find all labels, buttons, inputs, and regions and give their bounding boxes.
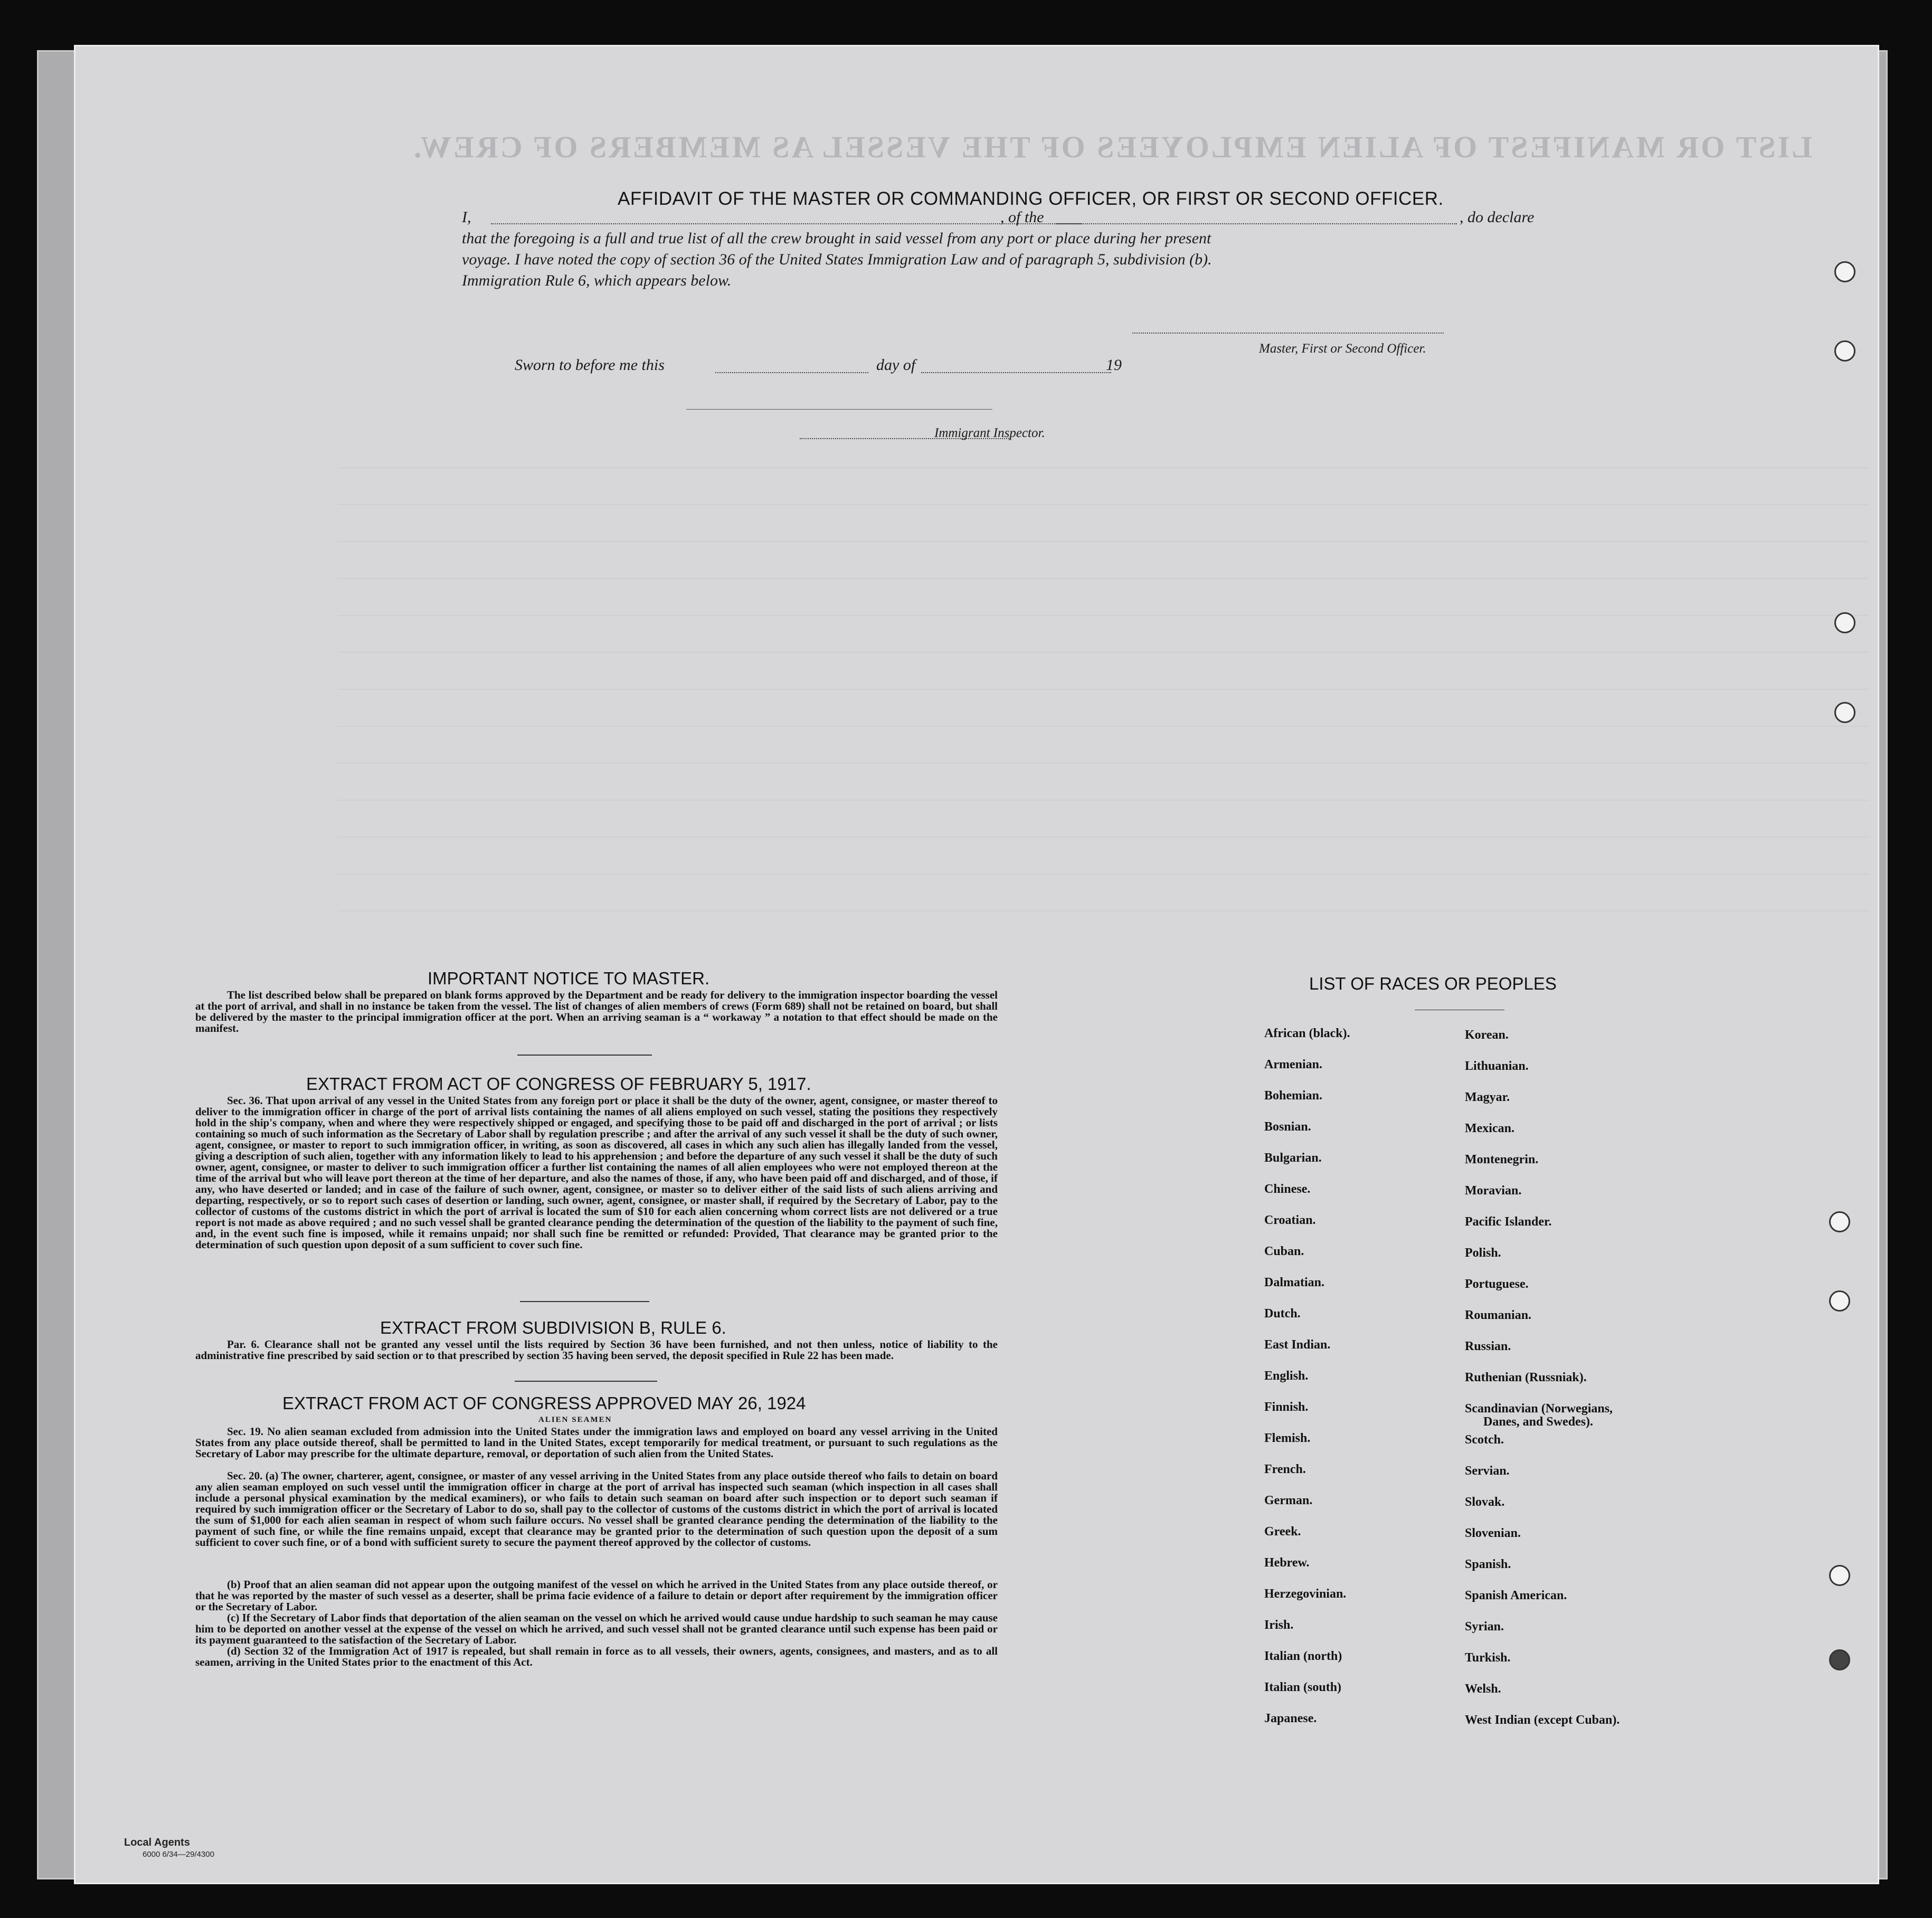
master-signature-line [1132, 333, 1444, 334]
affidavit-line1-declare: , do declare [1460, 208, 1535, 226]
extract-1924-title: EXTRACT FROM ACT OF CONGRESS APPROVED MAY 26, 1924 [282, 1393, 806, 1413]
race-item: Pacific Islander. [1465, 1215, 1552, 1229]
affidavit-line4: Immigration Rule 6, which appears below. [462, 272, 732, 289]
punch-hole [1834, 340, 1855, 362]
race-item: Mexican. [1465, 1122, 1514, 1135]
notice-body: The list described below shall be prepared on blank forms approved by the Department and be ready for delivery to the immigration inspector boarding the vessel at the port of arrival, and shall in no instance be taken from the vessel. The list of changes of alien members of crews (Form 689) shall not be retained on board, but shall be delivered by the master to the principal immigration officer at the port. When an arriving seaman is a “ workaway ” a notation to that effect should be made on the manifest. [195, 989, 998, 1034]
race-item: Italian (north) [1264, 1649, 1342, 1663]
race-item: Magyar. [1465, 1090, 1510, 1104]
footer-local-agents: Local Agents [124, 1837, 190, 1848]
race-item: Scandinavian (Norwegians, [1465, 1402, 1613, 1416]
race-item: Ruthenian (Russniak). [1465, 1371, 1587, 1384]
extract-1924-sec20b: (b) Proof that an alien seaman did not appear upon the outgoing manifest of the vessel on which he arrived in the United States from any place outside thereof, or that he was reported by the master of such vessel as a deserter, shall be prima facie evidence of a failure to detain or deport after requirement by the immigration officer or the Secretary of Labor. [195, 1578, 998, 1613]
race-item: Spanish. [1465, 1558, 1511, 1571]
race-item: Korean. [1465, 1028, 1509, 1042]
notice-title: IMPORTANT NOTICE TO MASTER. [428, 969, 710, 988]
race-item: Bosnian. [1264, 1120, 1311, 1134]
race-item: Montenegrin. [1465, 1153, 1539, 1166]
race-item: Herzegovinian. [1264, 1587, 1347, 1601]
race-item: Cuban. [1264, 1245, 1304, 1258]
extract-1924-subtitle: ALIEN SEAMEN [538, 1416, 612, 1424]
race-item: English. [1264, 1369, 1309, 1383]
race-item: Roumanian. [1465, 1308, 1532, 1322]
race-item: Welsh. [1465, 1682, 1501, 1696]
race-item: Greek. [1264, 1525, 1301, 1539]
race-item: Japanese. [1264, 1712, 1317, 1725]
divider [515, 1381, 657, 1382]
race-item: Flemish. [1264, 1431, 1311, 1445]
race-item: Italian (south) [1264, 1680, 1342, 1694]
race-item: Dalmatian. [1264, 1276, 1324, 1289]
race-item: Bulgarian. [1264, 1151, 1322, 1165]
race-item: Russian. [1465, 1340, 1511, 1353]
affidavit-line1-of-the: , of the [1000, 208, 1044, 226]
extract-rule6-body: Par. 6. Clearance shall not be granted any vessel until the lists required by Section 36 have been furnished, and not then unless, notice of liability to the administrative fine prescribed by said section or to that prescribed by section 35 having been served, the deposit specified in Rule 22 has been made. [195, 1338, 998, 1362]
race-item: Polish. [1465, 1246, 1501, 1260]
footer-form-code: 6000 6/34—29/4300 [143, 1850, 214, 1859]
race-item: French. [1264, 1463, 1306, 1476]
race-item: Moravian. [1465, 1184, 1522, 1198]
vessel-blank [1056, 223, 1457, 224]
sworn-month-blank [921, 372, 1111, 373]
extract-rule6-title: EXTRACT FROM SUBDIVISION B, RULE 6. [380, 1318, 726, 1337]
bleed-through-heading: LIST OR MANIFEST OF ALIEN EMPLOYEES OF THE VESSEL AS MEMBERS OF CREW. [412, 130, 1813, 164]
punch-hole [1829, 1211, 1850, 1232]
race-item: Croatian. [1264, 1213, 1316, 1227]
race-item: Finnish. [1264, 1400, 1309, 1414]
race-item: Slovenian. [1465, 1526, 1521, 1540]
punch-hole [1829, 1290, 1850, 1312]
affidavit-line3: voyage. I have noted the copy of section 36 of the United States Immigration Law and of paragraph 5, subdivision (b). [462, 251, 1212, 268]
race-item: Portuguese. [1465, 1277, 1529, 1291]
race-item: Lithuanian. [1465, 1059, 1529, 1073]
race-item: Irish. [1264, 1618, 1294, 1632]
divider [517, 1055, 652, 1056]
race-item: Danes, and Swedes). [1483, 1415, 1594, 1429]
inspector-signature-line [686, 409, 992, 410]
race-item: Syrian. [1465, 1620, 1504, 1634]
master-signature-label: Master, First or Second Officer. [1259, 341, 1426, 356]
extract-1917-title: EXTRACT FROM ACT OF CONGRESS OF FEBRUARY 5, 1917. [306, 1074, 811, 1094]
sworn-text: Sworn to before me this [515, 356, 665, 374]
sworn-day-blank [715, 372, 868, 373]
race-item: Servian. [1465, 1464, 1510, 1478]
race-item: Armenian. [1264, 1058, 1322, 1071]
extract-1924-sec20c: (c) If the Secretary of Labor finds that deportation of the alien seaman on the vessel on which he arrived would cause undue hardship to such seaman he may cause him to be deported on another vessel at the expense of the vessel on which he arrived, and such vessel shall not be granted clearance until such expense has been paid or its payment guaranteed to the satisfaction of the Secretary of Labor. [195, 1611, 998, 1646]
races-title: LIST OF RACES OR PEOPLES [1309, 974, 1557, 993]
punch-hole [1834, 702, 1855, 723]
name-blank [491, 223, 1082, 224]
inspector-label: Immigrant Inspector. [934, 426, 1045, 440]
sworn-day-of: day of [876, 356, 916, 374]
race-item: Chinese. [1264, 1182, 1311, 1196]
extract-1917-body: Sec. 36. That upon arrival of any vessel in the United States from any foreign port or place it shall be the duty of the owner, agent, consignee, or master thereof to deliver to the immigration officer in charge of the port of arrival lists containing the names of all aliens employed on such vessel, stating the positions they respectively hold in the ship's company, when and where they were respectively shipped or engaged, and specifying those to be paid off and discharged in the port of arrival ; or lists containing so much of such information as the Secretary of Labor shall by regulation prescribe ; and after the arrival of any such vessel it shall be the duty of such owner, agent, consignee, or master to report to such immigration officer, in writing, as soon as discovered, all cases in which any such alien has illegally landed from the vessel, giving a description of such alien, together with any information likely to lead to his apprehension ; and before the departure of any such vessel it shall be the duty of such owner, agent, consignee, or master to deliver to such immigration officer a further list containing the names of all alien employees who were not employed thereon at the time of the arrival but who will leave port thereon at the time of her departure, and also the names of those, if any, who have been paid off and discharged, and of those, if any, who have deserted or landed; and in case of the failure of such owner, agent, consignee, or master so to deliver either of the said lists of such aliens arriving and departing, respectively, or so to report such cases of desertion or landing, such owner, agent, consignee, or master shall, if required by the Secretary of Labor, pay to the collector of customs of the customs district in which the port of arrival is located the sum of $10 for each alien concerning whom correct lists are not delivered or a true report is not made as above required ; and no such vessel shall be granted clearance pending the determination of the question of the liability to the payment of such fine, and, in the event such fine is imposed, while it remains unpaid; nor shall such fine be remitted or refunded: Provided, That clearance may be granted prior to the determination of such question upon deposit of a sum sufficient to cover such fine. [195, 1094, 998, 1251]
race-item: Spanish American. [1465, 1589, 1567, 1602]
race-item: German. [1264, 1494, 1313, 1507]
extract-1924-sec20a: Sec. 20. (a) The owner, charterer, agent, consignee, or master of any vessel arriving in the United States from any place outside thereof who fails to detain on board any alien seaman employed on such vessel until the immigration officer in charge at the port of arrival has inspected such seaman (which inspection in all cases shall include a personal physical examination by the medical examiners), or who fails to detain such seaman on board after such inspection or to deport such seaman if required by such immigration officer or the Secretary of Labor to do so, shall pay to the collector of customs of the customs district in which the port of arrival is located the sum of $1,000 for each alien seaman in respect of whom such failure occurs. No vessel shall be granted clearance pending the determination of the liability to the payment of such fine, or while the fine remains unpaid, except that clearance may be granted prior to the determination of such question upon the deposit of a sum sufficient to cover such fine, or of a bond with sufficient surety to secure the payment thereof approved by the collector of customs. [195, 1469, 998, 1549]
punch-hole [1834, 261, 1855, 282]
punch-hole [1834, 612, 1855, 633]
race-item: Scotch. [1465, 1433, 1504, 1447]
affidavit-title: AFFIDAVIT OF THE MASTER OR COMMANDING OFFICER, OR FIRST OR SECOND OFFICER. [618, 188, 1444, 209]
race-item: Slovak. [1465, 1495, 1505, 1509]
race-item: West Indian (except Cuban). [1465, 1713, 1620, 1727]
race-item: Turkish. [1465, 1651, 1511, 1665]
race-item: Hebrew. [1264, 1556, 1310, 1570]
affidavit-line2: that the foregoing is a full and true list of all the crew brought in said vessel from any port or place during her present [462, 230, 1211, 247]
punch-hole [1829, 1649, 1850, 1670]
race-item: Dutch. [1264, 1307, 1301, 1321]
extract-1924-sec20d: (d) Section 32 of the Immigration Act of 1917 is repealed, but shall remain in force as to all vessels, their owners, agents, consignees, and masters, and as to all seamen, arriving in the United States prior to the enactment of this Act. [195, 1645, 998, 1668]
divider [520, 1301, 649, 1302]
race-item: African (black). [1264, 1027, 1350, 1040]
sworn-year: 19 [1106, 356, 1122, 374]
bleed-through-rows [338, 467, 1869, 995]
form-page [74, 45, 1879, 1884]
extract-1924-sec19: Sec. 19. No alien seaman excluded from admission into the United States under the immigration laws and employed on board any vessel arriving in the United States from any place outside thereof, shall be permitted to land in the United States, except temporarily for medical treatment, or pursuant to such regulations as the Secretary of Labor may prescribe for the ultimate departure, removal, or deportation of such alien from the United States. [195, 1425, 998, 1460]
race-item: East Indian. [1264, 1338, 1331, 1352]
race-item: Bohemian. [1264, 1089, 1323, 1103]
affidavit-line1-i: I, [462, 208, 471, 226]
punch-hole [1829, 1565, 1850, 1586]
